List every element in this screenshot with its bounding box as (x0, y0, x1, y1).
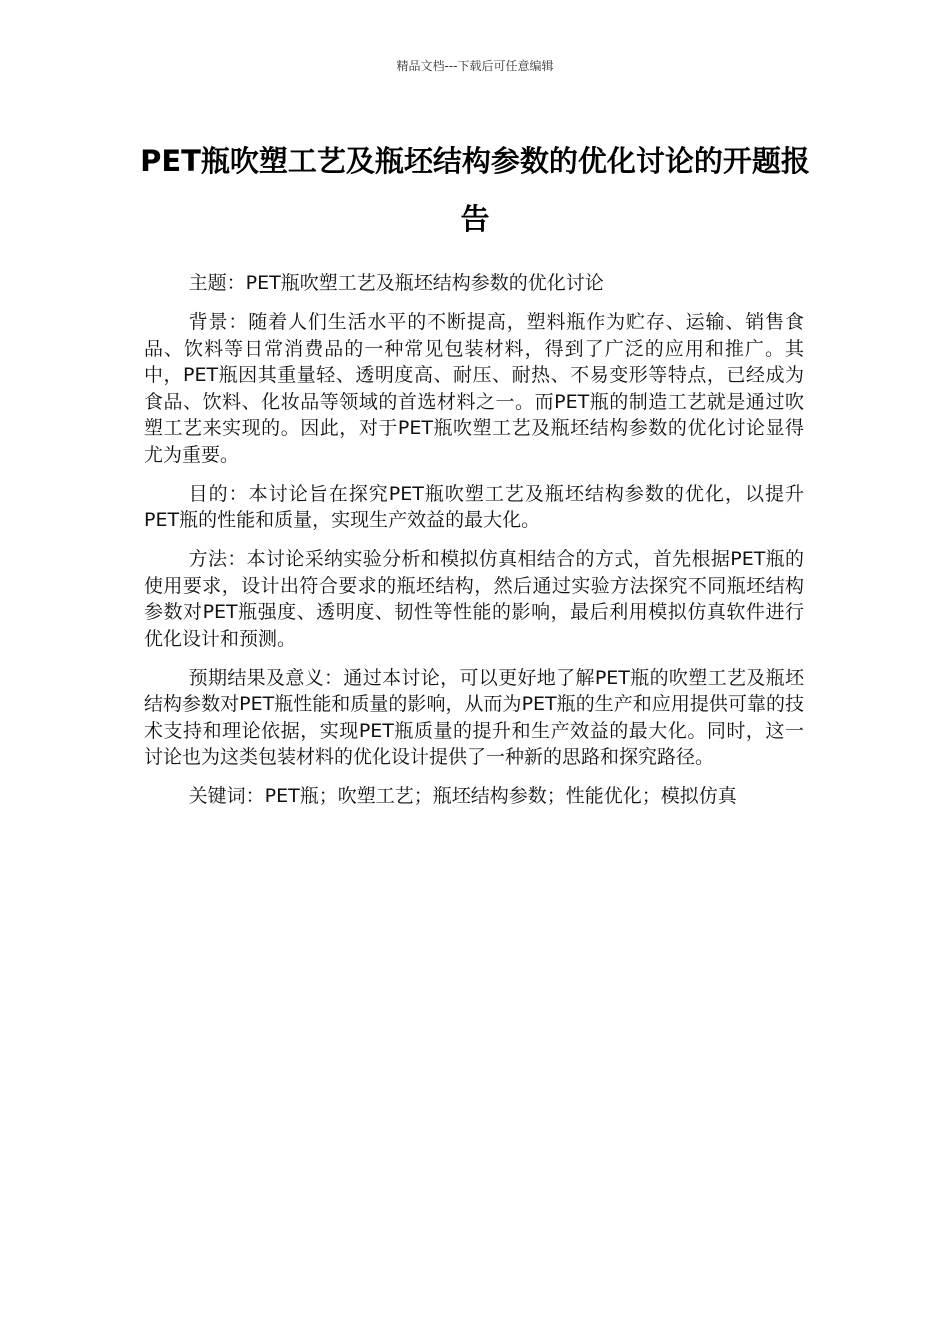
paragraph-background: 背景：随着人们生活水平的不断提高，塑料瓶作为贮存、运输、销售食品、饮料等日常消费品的一种常见包装材料，得到了广泛的应用和推广。其中，PET瓶因其重量轻、透明度高、耐压、耐热、不易变形等特点，已经成为食品、饮料、化妆品等领域的首选材料之一。而PET瓶的制造工艺就是通过吹塑工艺来实现的。因此，对于PET瓶吹塑工艺及瓶坯结构参数的优化讨论显得尤为重要。 (144, 311, 804, 466)
document-body (144, 270, 804, 822)
paragraph-topic: 主题：PET瓶吹塑工艺及瓶坯结构参数的优化讨论 (188, 272, 604, 294)
paragraph-keywords: 关键词：PET瓶；吹塑工艺；瓶坯结构参数；性能优化；模拟仿真 (188, 785, 737, 807)
paragraph-purpose: 目的：本讨论旨在探究PET瓶吹塑工艺及瓶坯结构参数的优化，以提升PET瓶的性能和质量，实现生产效益的最大化。 (144, 482, 804, 531)
paragraph-expected-results: 预期结果及意义：通过本讨论，可以更好地了解PET瓶的吹塑工艺及瓶坯结构参数对PET瓶性能和质量的影响，从而为PET瓶的生产和应用提供可靠的技术支持和理论依据，实现PET瓶质量的提升和生产效益的最大化。同时，这一讨论也为这类包装材料的优化设计提供了一种新的思路和探究路径。 (144, 666, 804, 768)
document-title: PET瓶吹塑工艺及瓶坯结构参数的优化讨论的开题报告 (140, 144, 810, 236)
page-header: 精品文档---下载后可任意编辑 (396, 59, 554, 73)
paragraph-method: 方法：本讨论采纳实验分析和模拟仿真相结合的方式，首先根据PET瓶的使用要求，设计出符合要求的瓶坯结构，然后通过实验方法探究不同瓶坯结构参数对PET瓶强度、透明度、韧性等性能的影响，最后利用模拟仿真软件进行优化设计和预测。 (144, 548, 804, 650)
